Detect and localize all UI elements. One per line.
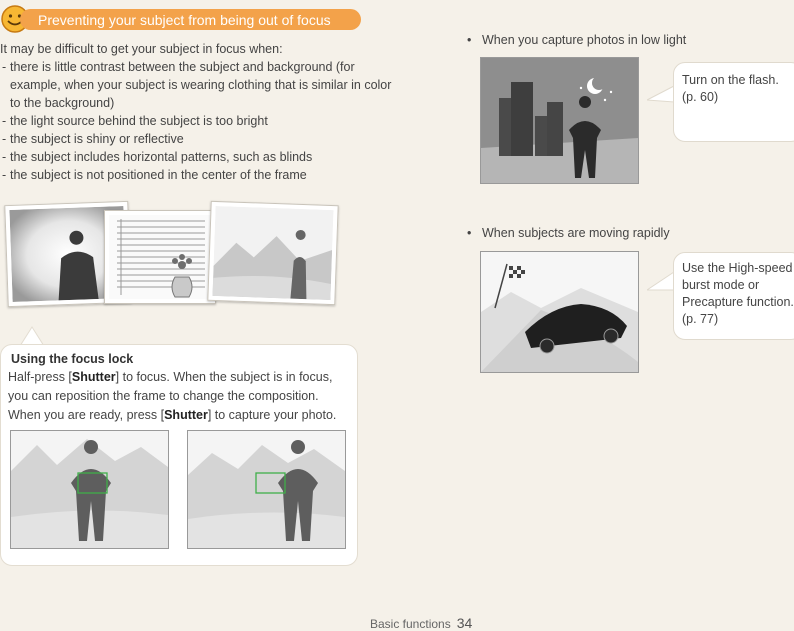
section-title: Preventing your subject from being out of focus [38,12,331,28]
low-light-image [480,57,639,184]
section-header [0,4,362,30]
focus-lock-text: ] to focus. When the subject is in focus, you can reposition the frame to change the composition. When you are ready, press [ [8,370,333,422]
callout-text: Precapture function. [682,295,794,309]
photo-blinds [104,210,216,304]
list-item: - the subject is not positioned in the center of the frame [0,166,440,184]
shutter-key: Shutter [71,370,116,384]
focus-lock-step2-image [187,430,346,549]
callout-pointer [647,84,675,104]
callout-text: Turn on the flash. [682,73,779,87]
list-item: - the subject includes horizontal patterns, such as blinds [0,148,440,166]
tip-pointer [18,326,46,346]
list-item: - there is little contrast between the subject and background (for example, when your subject is wearing clothing that is similar in color to the background) [0,58,405,112]
moving-subject-image [480,251,639,373]
shutter-key: Shutter [164,408,208,422]
page-number: 34 [456,615,473,631]
low-light-bullet: • When you capture photos in low light [482,33,686,47]
intro-text [0,40,440,184]
low-light-callout [673,62,794,142]
callout-page-ref: (p. 77) [682,312,719,326]
footer-section: Basic functions [370,617,451,631]
conditions-list [0,58,440,184]
moving-subject-bullet: • When subjects are moving rapidly [482,226,670,240]
focus-lock-step1-image [10,430,169,549]
list-item: - the subject is shiny or reflective [0,130,440,148]
callout-text: Use the High-speed [682,261,793,275]
photo-off-center-subject [207,201,338,305]
callout-pointer [647,270,675,294]
callout-text: burst mode or [682,278,760,292]
focus-lock-text: ] to capture your photo. [207,408,337,422]
moving-subject-callout [673,252,794,340]
focus-lock-text: Half-press [ [8,370,72,384]
list-item: - the light source behind the subject is too bright [0,112,440,130]
page-footer [370,615,472,631]
callout-page-ref: (p. 60) [682,90,719,104]
intro-lead: It may be difficult to get your subject in focus when: [0,42,283,56]
focus-lock-body [8,368,353,425]
focus-lock-title: Using the focus lock [11,352,134,366]
